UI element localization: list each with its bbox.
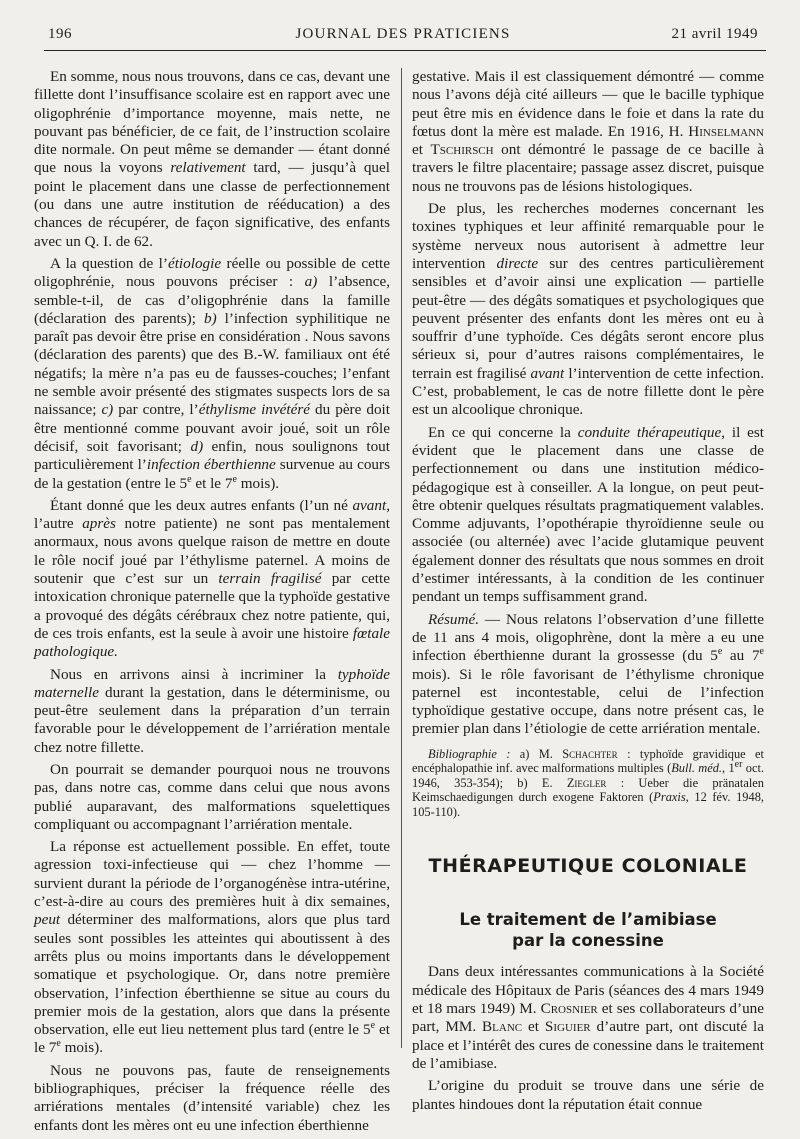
paragraph: Nous ne pouvons pas, faute de renseignements bibliographiques, préciser la fréquence réelle des arriérations mentales (d’intensité variable) chez les enfants dont les mères ont eu une infection éberthienne bbox=[34, 1061, 390, 1134]
paragraph: A la question de l’étiologie réelle ou possible de cette oligophrénie, nous pouvons préciser : a) l’absence, semble-t-il, de cas d’oligophrénie dans la famille (déclaration des parents); b) l’infection syphilitique ne paraît pas devoir être prise en considération . Nous savons (déclaration des parents) que des B.-W. familiaux ont été négatifs; la mère n’a pas eu de fausses-couches; l’enfant ne semble avoir présenté des stigmates suspects lors de sa naissance; c) par contre, l’éthylisme invétéré du père doit être mentionné comme pouvant avoir joué, soit un rôle décisif, soit favorisant; d) enfin, nous soulignons tout particulièrement l’infection éberthienne survenue au cours de la gestation (entre le 5e et le 7e mois). bbox=[34, 254, 391, 492]
journal-title: JOURNAL DES PRATICIENS bbox=[295, 26, 511, 42]
right-column bbox=[412, 68, 764, 1118]
paragraph: Nous en arrivons ainsi à incriminer la typhoïde maternelle durant la gestation, dans le déterminisme, ou peut-être seulement dans la préparation d’un terrain favorable pour le développement de l’arriération mentale chez notre fillette. bbox=[34, 665, 390, 756]
section-heading: THÉRAPEUTIQUE COLONIALE bbox=[428, 855, 748, 878]
paragraph: En somme, nous nous trouvons, dans ce cas, devant une fillette dont l’insuffisance scolaire est en rapport avec une oligophrénie d’importance moyenne, mais nette, ne pouvant pas bénéficier, de ce fait, de l’instruction scolaire dite normale. On peut même se demander — étant donné que nous la voyons relativement tard, — jusqu’à quel point le placement dans une classe de perfectionnement (ou dans une autre institution de rééducation) a des chances de récupérer, de façon significative, des enfants avec un Q. I. de 62. bbox=[34, 68, 390, 250]
paragraph: De plus, les recherches modernes concernant les toxines typhiques et leur affinité remarquable pour le système nerveux nous autorisent à admettre leur intervention directe sur des centres particulièrement sensibles et d’avoir ainsi une explication — partielle peut-être — des dégâts somatiques et psychologiques que peuvent présenter des enfants dont les mères ont eu à souffrir d’une typhoïde. Ces dégâts seront encore plus sérieux si, pour d’autres raisons complémentaires, le terrain est fragilisé avant l’intervention de cette infection. C’est, probablement, le cas de notre fillette dont le père est un alcoolique chronique. bbox=[412, 200, 765, 419]
bibliography: Bibliographie : a) M. Schachter : typhoïde gravidique et encéphalopathie inf. avec malformations multiples (Bull. méd., 1er oct. 1946, 353-354); b) E. Ziegler : Ueber die pränatalen Keimschaedigungen durch exogene Faktoren (Praxis, 12 fév. 1948, 105-110). bbox=[412, 746, 764, 819]
paragraph: La réponse est actuellement possible. En effet, toute agression toxi-infectieuse qui — chez l’homme — survient durant la période de l’organogénèse intra-utérine, c’est-à-dire au cours des premières huit à dix semaines, peut déterminer des malformations, alors que plus tard seules sont possibles les atteintes qui aboutissent à des arrêts plus ou moins importants dans le développement somatique et psychologique. Or, dans notre première observation, l’infection éberthienne se situe au cours du premier mois de la gestation, alors que dans la présente observation, elle eut lieu nettement plus tard (entre le 5e et le 7e mois). bbox=[34, 838, 390, 1057]
column-divider bbox=[401, 68, 402, 1048]
paragraph: gestative. Mais il est classiquement démontré — comme nous l’avons déjà cité ailleurs — que le bacille typhique peut être mis en évidence dans le foie et dans la rate du fœtus dont la mère est malade. En 1916, H. Hinselmann et Tschirsch ont démontré le passage de ce bacille à travers le filtre placentaire; passage assez discret, puisque nous ne trouvons pas de lésions histologiques. bbox=[412, 68, 764, 195]
article-title-line: Le traitement de l’amibiase bbox=[459, 910, 717, 930]
running-header bbox=[48, 26, 758, 48]
header-rule bbox=[44, 50, 766, 51]
left-column bbox=[34, 68, 390, 1139]
paragraph: L’origine du produit se trouve dans une série de plantes hindoues dont la réputation était connue bbox=[412, 1077, 764, 1113]
paragraph: Dans deux intéressantes communications à la Société médicale des Hôpitaux de Paris (séances des 4 mars 1949 et 18 mars 1949) M. Crosnier et ses collaborateurs d’une part, MM. Blanc et Siguier d’autre part, ont discuté la place et l’intérêt des cures de conessine dans le traitement de l’amibiase. bbox=[412, 963, 765, 1072]
article-title bbox=[412, 909, 764, 951]
paragraph: En ce qui concerne la conduite thérapeutique, il est évident que le placement dans une classe de perfectionnement ou dans une institution médico-pédagogique est à conseiller. A la longue, on peut peut-être obtenir quelques résultats pragmatiquement valables. Comme adjuvants, l’opothérapie thyroïdienne seule ou associée (ou alternée) avec l’acide glutamique peuvent également donner des résultats que nous sommes en droit d’estimer intéressants, à la condition de les continuer pendant un temps suffisamment grand. bbox=[412, 423, 765, 606]
summary-paragraph: Résumé. — Nous relatons l’observation d’une fillette de 11 ans 4 mois, oligophrène, dont la mère a eu une infection éberthienne durant la grossesse (du 5e au 7e mois). Si le rôle favorisant de l’éthylisme chronique paternel est incontestable, celui de l’infection typhoïdique gestative occupe, dans notre présent cas, le premier plan dans l’étiologie de cette arriération mentale. bbox=[412, 610, 764, 738]
page-number: 196 bbox=[48, 26, 72, 42]
paragraph: Étant donné que les deux autres enfants (l’un né avant, l’autre après notre patiente) ne sont pas mentalement anormaux, nous avons quelque raison de mettre en doute le rôle nocif joué par l’éthylisme paternel. A moins de soutenir que c’est sur un terrain fragilisé par cette intoxication chronique paternelle que la typhoïde gestative a provoqué des dégâts cérébraux chez notre patiente, qui, de ces trois enfants, est la seule à avoir une histoire fœtale pathologique. bbox=[34, 496, 390, 661]
issue-date: 21 avril 1949 bbox=[671, 26, 758, 42]
paragraph: On pourrait se demander pourquoi nous ne trouvons pas, dans notre cas, comme dans celui que nous avons publié auparavant, des malformations squelettiques compliquant ou accompagnant l’arriération mentale. bbox=[34, 760, 390, 833]
article-title-line: par la conessine bbox=[512, 931, 664, 951]
